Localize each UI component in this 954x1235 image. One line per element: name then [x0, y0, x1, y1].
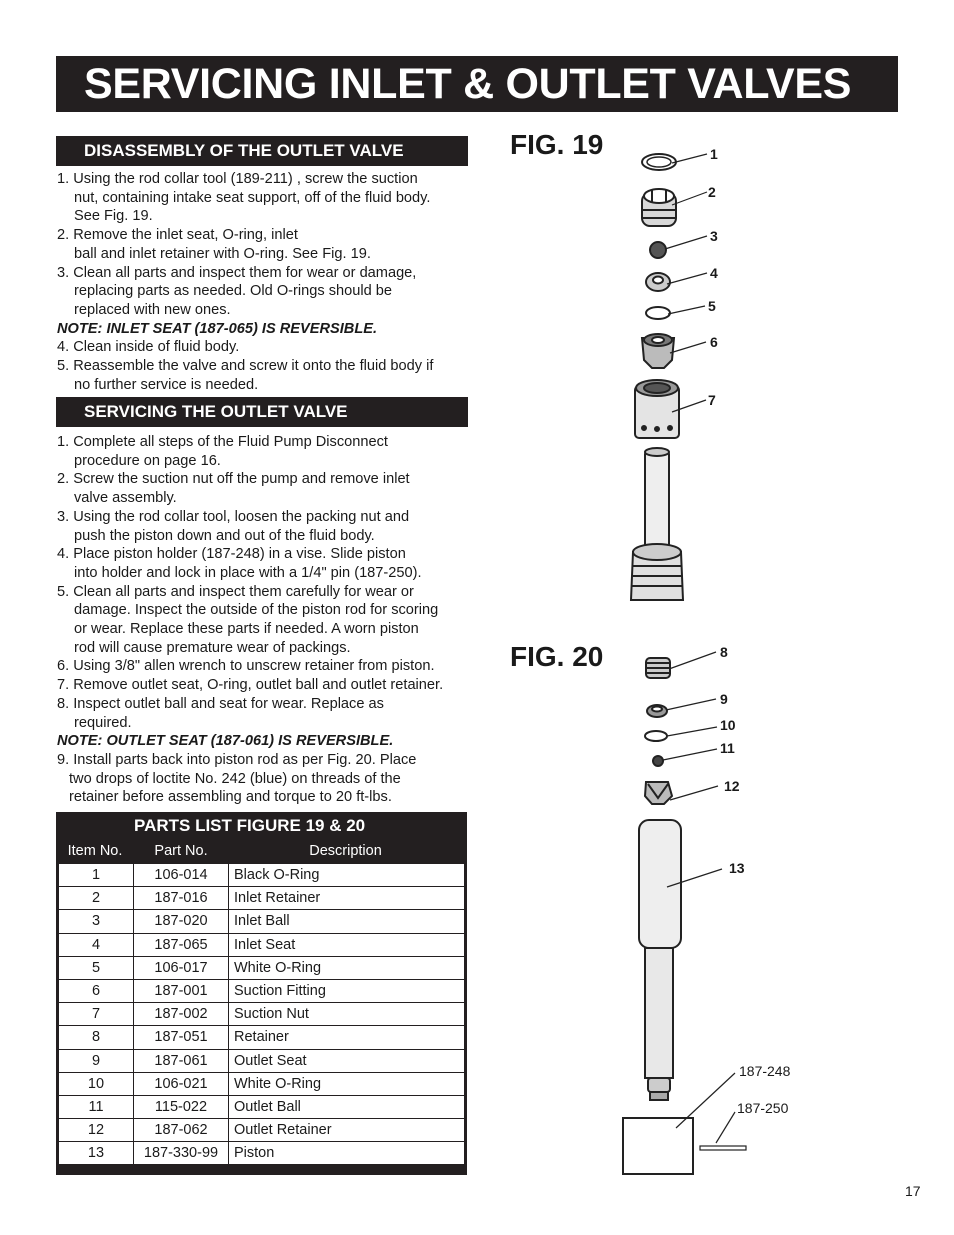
page-number: 17 — [905, 1183, 921, 1199]
page-title: SERVICING INLET & OUTLET VALVES — [84, 60, 852, 108]
inlet-ball-part — [650, 242, 666, 258]
step-line: 9. Install parts back into piston rod as per Fig. 20. Place — [57, 751, 417, 768]
item-no-cell: 8 — [59, 1026, 134, 1049]
part-no-cell: 187-001 — [134, 979, 229, 1002]
part-no-cell: 106-014 — [134, 864, 229, 887]
item-no-cell: 13 — [59, 1142, 134, 1165]
part-no-cell: 187-002 — [134, 1003, 229, 1026]
part-no-cell: 187-061 — [134, 1049, 229, 1072]
col-header-item: Item No. — [67, 843, 123, 859]
step-line: ball and inlet retainer with O-ring. See Fig. 19. — [74, 245, 371, 262]
step-line: 8. Inspect outlet ball and seat for wear. Replace as — [57, 695, 384, 712]
part-no-cell: 115-022 — [134, 1095, 229, 1118]
description-cell: Outlet Seat — [229, 1049, 465, 1072]
inlet-seat-part — [646, 273, 670, 291]
callout-3: 3 — [710, 228, 718, 244]
description-cell: Outlet Retainer — [229, 1119, 465, 1142]
step-line: See Fig. 19. — [74, 208, 153, 225]
part-no-cell: 187-051 — [134, 1026, 229, 1049]
step-line: 2. Screw the suction nut off the pump and remove inlet — [57, 471, 410, 488]
step-line: 2. Remove the inlet seat, O-ring, inlet — [57, 227, 298, 244]
description-cell: Outlet Ball — [229, 1095, 465, 1118]
part-no-cell: 187-016 — [134, 887, 229, 910]
step-line: 4. Place piston holder (187-248) in a vise. Slide piston — [57, 546, 406, 563]
note-line: NOTE: INLET SEAT (187-065) IS REVERSIBLE. — [57, 320, 378, 337]
step-line: nut, containing intake seat support, off of the fluid body. — [74, 189, 431, 206]
callout-piston-holder: 187-248 — [739, 1063, 791, 1079]
description-cell: Suction Fitting — [229, 979, 465, 1002]
suction-nut-part — [635, 380, 679, 438]
step-line: replaced with new ones. — [74, 301, 231, 318]
retainer-part — [646, 658, 670, 678]
callout-5: 5 — [708, 298, 716, 314]
fig19-drawing — [631, 154, 683, 600]
fig20-drawing — [623, 658, 746, 1174]
step-line: 5. Clean all parts and inspect them carefully for wear or — [57, 583, 414, 600]
step-line: push the piston down and out of the fluid body. — [74, 527, 375, 544]
note-line: NOTE: OUTLET SEAT (187-061) IS REVERSIBLE. — [57, 733, 394, 750]
outlet-retainer-part — [645, 782, 672, 804]
step-line: retainer before assembling and torque to 20 ft-lbs. — [69, 789, 392, 806]
description-cell: Inlet Ball — [229, 910, 465, 933]
callout-1: 1 — [710, 146, 718, 162]
parts-list-title: PARTS LIST FIGURE 19 & 20 — [134, 816, 366, 835]
item-no-cell: 1 — [59, 864, 134, 887]
step-line: 1. Using the rod collar tool (189-211) , screw the suction — [57, 171, 418, 187]
callout-pin: 187-250 — [737, 1100, 789, 1116]
col-header-description: Description — [309, 843, 382, 859]
part-no-cell: 106-017 — [134, 956, 229, 979]
item-no-cell: 3 — [59, 910, 134, 933]
col-header-part: Part No. — [154, 843, 208, 859]
item-no-cell: 10 — [59, 1072, 134, 1095]
outlet-ball-part — [653, 756, 663, 766]
callout-4: 4 — [710, 265, 718, 281]
part-no-cell: 187-330-99 — [134, 1142, 229, 1165]
step-line: or wear. Replace these parts if needed. A worn piston — [74, 621, 419, 638]
callout-10: 10 — [720, 717, 736, 733]
item-no-cell: 2 — [59, 887, 134, 910]
step-line: 4. Clean inside of fluid body. — [57, 339, 240, 356]
callout-13: 13 — [729, 860, 745, 876]
description-cell: Inlet Seat — [229, 933, 465, 956]
callout-11: 11 — [720, 740, 735, 756]
part-no-cell: 187-020 — [134, 910, 229, 933]
step-line: 7. Remove outlet seat, O-ring, outlet ball and outlet retainer. — [57, 677, 444, 694]
disassembly-heading: DISASSEMBLY OF THE OUTLET VALVE — [56, 136, 468, 166]
description-cell: Suction Nut — [229, 1003, 465, 1026]
step-line: rod will cause premature wear of packings. — [74, 639, 351, 656]
description-cell: White O-Ring — [229, 1072, 465, 1095]
item-no-cell: 11 — [59, 1095, 134, 1118]
pin-part — [700, 1146, 746, 1150]
step-line: 3. Using the rod collar tool, loosen the packing nut and — [57, 508, 410, 525]
step-line: procedure on page 16. — [74, 452, 221, 469]
callout-9: 9 — [720, 691, 728, 707]
step-line: no further service is needed. — [74, 376, 259, 393]
item-no-cell: 12 — [59, 1119, 134, 1142]
white-o-ring-part — [645, 731, 667, 741]
step-line: 6. Using 3/8" allen wrench to unscrew retainer from piston. — [57, 658, 435, 675]
fig19-label: FIG. 19 — [510, 129, 604, 160]
step-line: 1. Complete all steps of the Fluid Pump Disconnect — [57, 434, 388, 450]
piston-part — [639, 820, 681, 1100]
outlet-seat-part — [647, 705, 667, 717]
item-no-cell: 7 — [59, 1003, 134, 1026]
item-no-cell: 9 — [59, 1049, 134, 1072]
step-line: valve assembly. — [74, 490, 177, 507]
suction-fitting-part — [642, 334, 674, 368]
step-line: replacing parts as needed. Old O-rings should be — [74, 283, 393, 300]
piston-holder-part — [623, 1118, 693, 1174]
step-line: 3. Clean all parts and inspect them for wear or damage, — [57, 264, 417, 281]
servicing-heading: SERVICING THE OUTLET VALVE — [56, 397, 468, 427]
description-cell: Inlet Retainer — [229, 887, 465, 910]
description-cell: White O-Ring — [229, 956, 465, 979]
callout-6: 6 — [710, 334, 718, 350]
inlet-retainer-part — [642, 189, 676, 226]
white-o-ring-part — [646, 307, 670, 319]
step-line: 5. Reassemble the valve and screw it onto the fluid body if — [57, 358, 434, 375]
step-line: into holder and lock in place with a 1/4" pin (187-250). — [74, 564, 422, 581]
callout-12: 12 — [724, 778, 740, 794]
item-no-cell: 5 — [59, 956, 134, 979]
description-cell: Piston — [229, 1142, 465, 1165]
part-no-cell: 106-021 — [134, 1072, 229, 1095]
callout-7: 7 — [708, 392, 716, 408]
fig20-label: FIG. 20 — [510, 641, 604, 672]
description-cell: Black O-Ring — [229, 864, 465, 887]
item-no-cell: 4 — [59, 933, 134, 956]
callout-8: 8 — [720, 644, 728, 660]
part-no-cell: 187-065 — [134, 933, 229, 956]
fluid-body-part — [631, 448, 683, 600]
item-no-cell: 6 — [59, 979, 134, 1002]
step-line: damage. Inspect the outside of the piston rod for scoring — [74, 602, 439, 619]
description-cell: Retainer — [229, 1026, 465, 1049]
step-line: required. — [74, 714, 132, 731]
step-line: two drops of loctite No. 242 (blue) on threads of the — [69, 770, 401, 787]
callout-2: 2 — [708, 184, 716, 200]
part-no-cell: 187-062 — [134, 1119, 229, 1142]
